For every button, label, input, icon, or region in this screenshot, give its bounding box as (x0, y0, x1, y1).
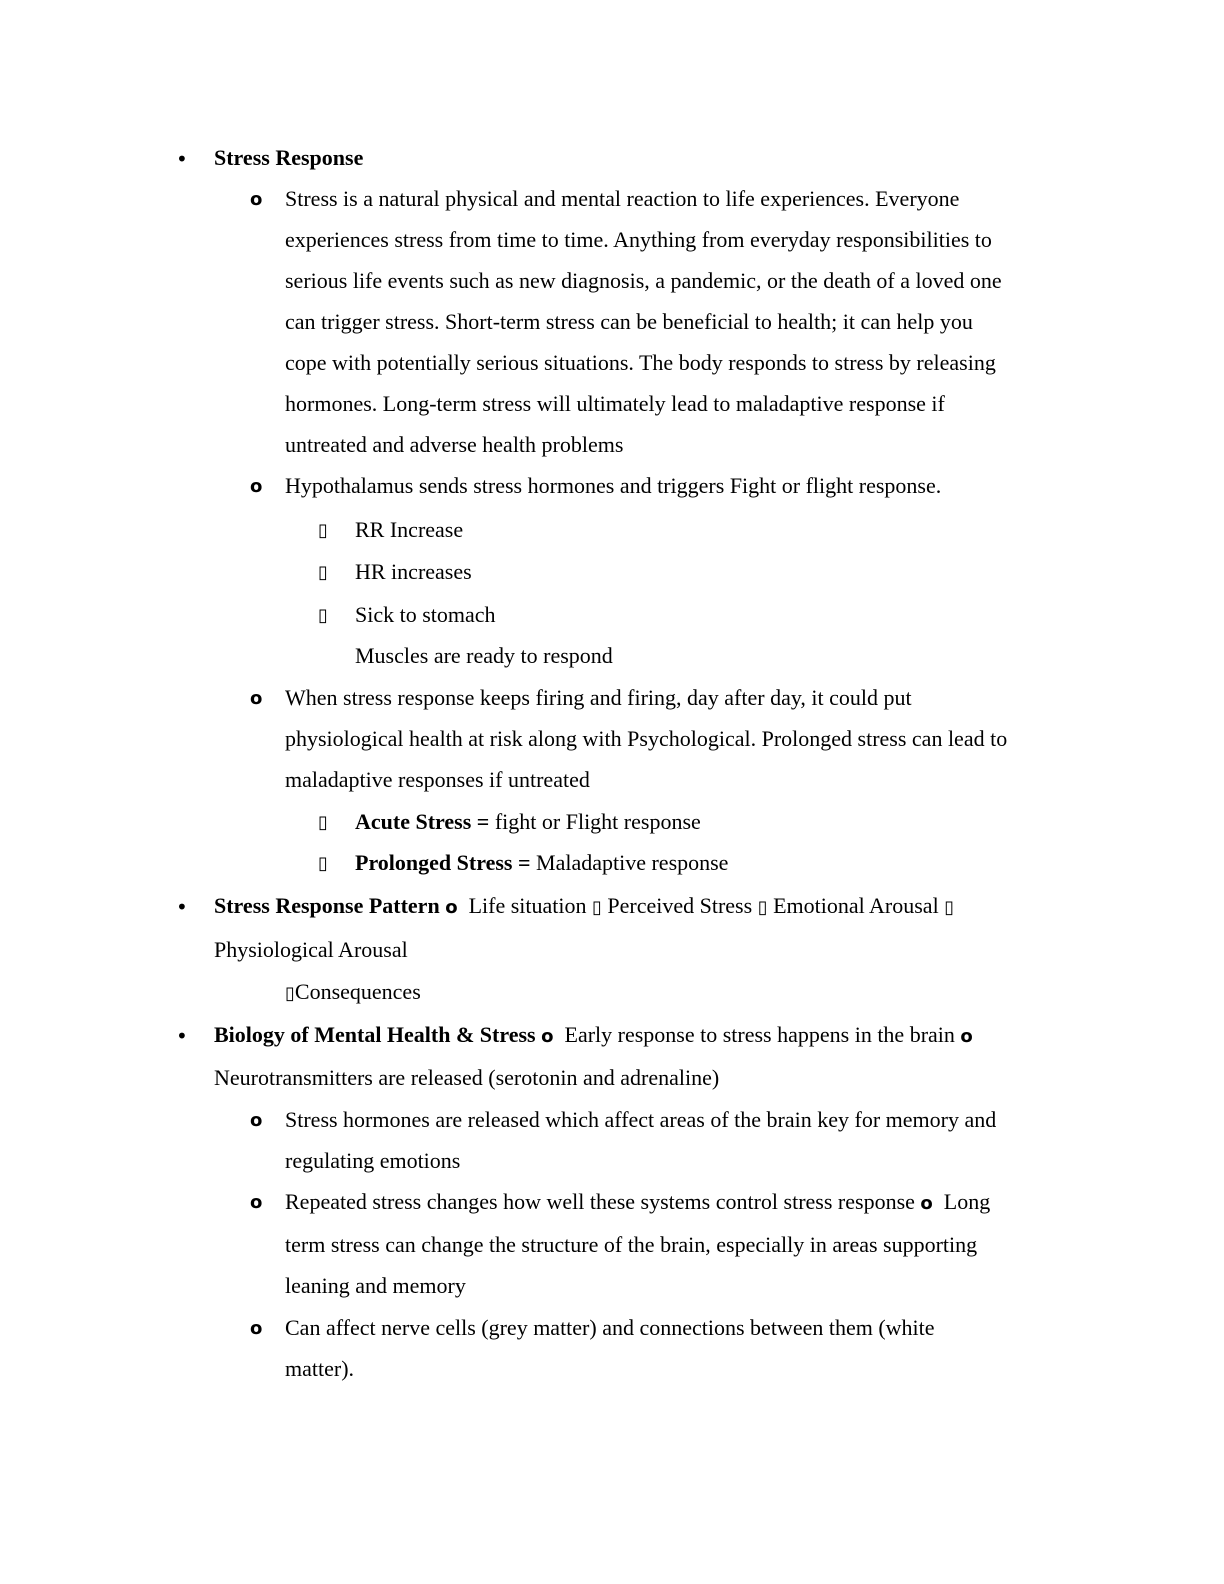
bullet-circle-icon: o (250, 1318, 263, 1339)
paragraph-line: When stress response keeps firing and firing, day after day, it could put (285, 685, 912, 710)
paragraph-line: term stress can change the structure of the brain, especially in areas supporting (285, 1232, 978, 1257)
paragraph-line: Physiological Arousal (214, 937, 408, 962)
bullet-disc-icon: • (176, 895, 188, 919)
paragraph-line: Can affect nerve cells (grey matter) and connections between them (white (285, 1315, 935, 1340)
section-heading-biology: Biology of Mental Health & Stress o Early response to stress happens in the brain o (214, 1022, 973, 1047)
missing-glyph-icon: ▯ (591, 897, 602, 918)
paragraph-line: Neurotransmitters are released (serotonin and adrenaline) (214, 1065, 720, 1090)
section-heading-stress-response-pattern: Stress Response Pattern o Life situation ▯ Perceived Stress ▯ Emotional Arousal ▯ (214, 893, 955, 918)
missing-glyph-icon: ▯ (318, 520, 328, 541)
paragraph-line: cope with potentially serious situations. The body responds to stress by releasing (285, 350, 996, 375)
bullet-circle-icon: o (250, 1110, 263, 1131)
paragraph-line: Stress is a natural physical and mental reaction to life experiences. Everyone (285, 186, 960, 211)
list-item-continuation: Muscles are ready to respond (355, 643, 613, 668)
paragraph-line: can trigger stress. Short-term stress can be beneficial to health; it can help you (285, 309, 973, 334)
paragraph-line: untreated and adverse health problems (285, 432, 624, 457)
paragraph-line: serious life events such as new diagnosis, a pandemic, or the death of a loved one (285, 268, 1002, 293)
missing-glyph-icon: ▯ (285, 983, 295, 1004)
paragraph-line: matter). (285, 1356, 355, 1381)
bullet-disc-icon: • (176, 147, 188, 171)
missing-glyph-icon: ▯ (318, 562, 328, 583)
paragraph-line: regulating emotions (285, 1148, 461, 1173)
paragraph-line: leaning and memory (285, 1273, 466, 1298)
list-item-acute-stress: Acute Stress = fight or Flight response (355, 809, 701, 834)
list-item: RR Increase (355, 517, 464, 542)
missing-glyph-icon: ▯ (757, 897, 768, 918)
paragraph-line: Repeated stress changes how well these systems control stress response o Long (285, 1189, 991, 1214)
paragraph-line: maladaptive responses if untreated (285, 767, 590, 792)
missing-glyph-icon: ▯ (944, 897, 955, 918)
bullet-circle-icon: o (250, 476, 263, 497)
bullet-circle-icon: o (250, 189, 263, 210)
bullet-circle-icon: o (960, 1026, 973, 1047)
paragraph-line: hormones. Long-term stress will ultimately lead to maladaptive response if (285, 391, 945, 416)
paragraph-line: ▯Consequences (285, 979, 421, 1004)
missing-glyph-icon: ▯ (318, 605, 328, 626)
section-heading-stress-response: Stress Response (214, 145, 364, 170)
bullet-circle-icon: o (250, 688, 263, 709)
bullet-circle-icon: o (250, 1192, 263, 1213)
bullet-circle-icon: o (920, 1193, 933, 1214)
list-item: HR increases (355, 559, 472, 584)
bullet-disc-icon: • (176, 1024, 188, 1048)
bullet-circle-icon: o (445, 897, 458, 918)
missing-glyph-icon: ▯ (318, 812, 328, 833)
bullet-circle-icon: o (541, 1026, 554, 1047)
missing-glyph-icon: ▯ (318, 853, 328, 874)
paragraph-line: Hypothalamus sends stress hormones and triggers Fight or flight response. (285, 473, 942, 498)
list-item: Sick to stomach (355, 602, 496, 627)
paragraph-line: experiences stress from time to time. Anything from everyday responsibilities to (285, 227, 992, 252)
list-item-prolonged-stress: Prolonged Stress = Maladaptive response (355, 850, 729, 875)
paragraph-line: physiological health at risk along with Psychological. Prolonged stress can lead to (285, 726, 1008, 751)
paragraph-line: Stress hormones are released which affect areas of the brain key for memory and (285, 1107, 997, 1132)
